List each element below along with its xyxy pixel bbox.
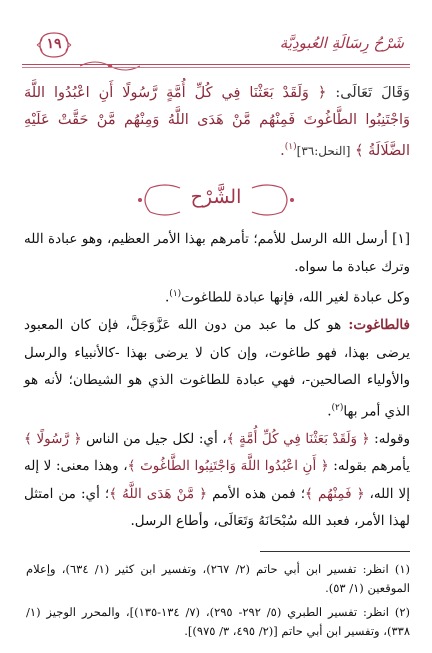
- page-number: ١٩: [46, 36, 62, 52]
- header-rule: [22, 64, 410, 65]
- footnote-ref: (١): [169, 289, 182, 299]
- verse-lead: وَقَالَ تَعَالَى:: [335, 85, 410, 101]
- term-taghut: فالطاغوت:: [348, 317, 410, 333]
- quran-quote: ﴿ مَّنْ هَدَى اللَّهُ ﴾: [109, 485, 208, 502]
- commentary-body: [24, 226, 410, 536]
- text-segment: ، أي: لكل جيل من الناس: [81, 430, 227, 447]
- paragraph-3: فالطاغوت: هو كل ما عبد من دون الله عَزَّوَجَلَّ، فإن كان المعبود يرضى بهذا، فهو طاغوت، وإن كان لا يرضى بهذا -كالأنبياء والرسل والأولياء الصالحين-، فهي عبادة للطاغوت الذي هو الشيطان؛ لأنه هو الذي أمر بها$^{(٢)}$.: [24, 317, 410, 419]
- text-segment: ، وهذا معنى: لا إله إلا الله،: [24, 458, 410, 502]
- footnote-1: (١) انظر: تفسير ابن أبي حاتم (٢/ ٢٦٧)، وتفسير ابن كثير (١/ ٦٣٤)، وإعلام الموقعين (١/ ٥٣).: [26, 562, 411, 595]
- sharh-title: الشَّرْح: [190, 186, 242, 208]
- swirl-ornament-icon: [80, 54, 140, 78]
- paragraph-2-text: وكل عبادة لغير الله، فإنها عبادة للطاغوت: [181, 289, 410, 306]
- quran-verse-block: وَقَالَ تَعَالَى: ﴿ وَلَقَدْ بَعَثْنَا فِي كُلِّ أُمَّةٍ رَّسُولًا أَنِ اعْبُدُوا اللَّهَ وَاجْتَنِبُوا الطَّاغُوتَ فَمِنْهُم مَّنْ هَدَى اللَّهُ وَمِنْهُم مَّنْ حَقَّتْ عَلَيْهِ الضَّلَالَةُ ﴾ [النحل:٣٦]$^{(١)}$.: [24, 85, 410, 159]
- paragraph-1: [١] أرسل الله الرسل للأمم؛ تأمرهم بهذا الأمر العظيم، وهو عبادة الله وترك عبادة ما سواه.: [24, 231, 410, 275]
- verse-citation: [النحل:٣٦]: [296, 143, 351, 158]
- verse-text: ﴿ وَلَقَدْ بَعَثْنَا فِي كُلِّ أُمَّةٍ رَّسُولًا أَنِ اعْبُدُوا اللَّهَ وَاجْتَنِبُوا الطَّاغُوتَ فَمِنْهُم مَّنْ هَدَى اللَّهُ وَمِنْهُم مَّنْ حَقَّتْ عَلَيْهِ الضَّلَالَةُ ﴾: [24, 85, 410, 159]
- text-segment: ؛ فمن هذه الأمم: [207, 485, 306, 502]
- text-segment: ؛ أي: من امتثل لهذا الأمر، فعبد الله سُبْحَانَهُ وَتَعَالَى، وأطاع الرسل.: [24, 485, 410, 529]
- header-rule-thin: [22, 67, 410, 68]
- text-segment: يأمرهم بقوله:: [328, 458, 410, 474]
- quran-quote: ﴿ أَنِ اعْبُدُوا اللَّهَ وَاجْتَنِبُوا الطَّاغُوتَ ﴾: [127, 458, 329, 474]
- quran-quote: ﴿ وَلَقَدْ بَعَثْنَا فِي كُلِّ أُمَّةٍ ﴾: [226, 430, 370, 447]
- page-header: [22, 28, 410, 72]
- paragraph-3-text: هو كل ما عبد من دون الله عَزَّوَجَلَّ، فإن كان المعبود يرضى بهذا، فهو طاغوت، وإن كان لا يرضى بهذا -كالأنبياء والرسل والأولياء الصالحين-، فهي عبادة للطاغوت الذي هو الشيطان؛ لأنه هو الذي أمر بها: [24, 317, 410, 419]
- text-segment: وقوله:: [369, 430, 410, 447]
- page-number-badge: [36, 30, 72, 60]
- quran-quote: ﴿ فَمِنْهُم ﴾: [305, 485, 365, 502]
- quran-quote: ﴿ رَّسُولًا ﴾: [24, 430, 82, 447]
- paragraph-4: [24, 426, 410, 536]
- sharh-heading: [0, 180, 432, 220]
- running-head: شَرْحُ رِسَالَةِ العُبودِيَّة: [279, 34, 404, 52]
- paragraph-2: وكل عبادة لغير الله، فإنها عبادة للطاغوت$^{(١)}$.: [165, 289, 410, 306]
- footnotes: [26, 560, 410, 646]
- footnote-separator: [260, 551, 410, 552]
- footnote-2: (٢) انظر: تفسير الطبري (٥/ ٢٩٢- ٢٩٥)، (٧/ ١٣٤-١٣٥)]، والمحرر الوجيز (١/ ٣٣٨)، وتفسير ابن أبي حاتم [(٢/ ٤٩٥، ٣/ ٩٧٥)].: [26, 605, 411, 638]
- footnote-ref: (١): [284, 142, 297, 152]
- footnote-ref: (٢): [331, 402, 344, 413]
